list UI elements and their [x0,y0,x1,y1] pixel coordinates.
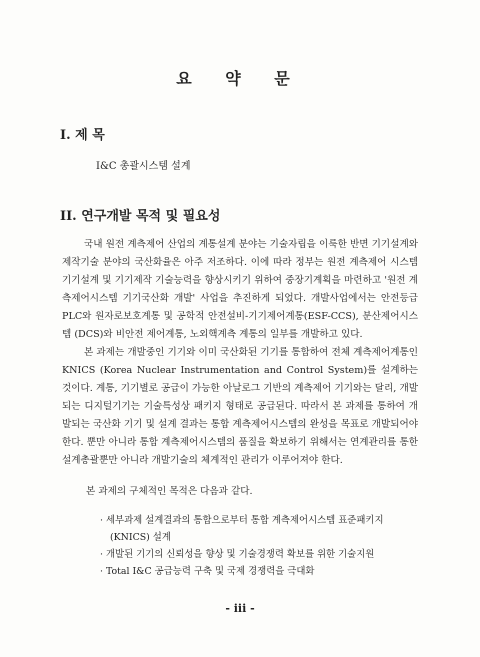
purpose-body [62,236,418,470]
section-heading-title: I. 제 목 [60,128,105,143]
page-title: 요 약 문 [176,69,304,88]
list-item: · 개발된 기기의 신뢰성을 향상 및 기술경쟁력 확보를 위한 기술지원 [100,549,375,560]
list-item: · Total I&C 공급능력 구축 및 국제 경쟁력을 극대화 [100,566,315,577]
list-item: · 세부과제 설계결과의 통합으로부터 통합 계측제어시스템 표준패키지(KNICS) 설계 [100,515,384,543]
purpose-bullet-list [100,512,420,580]
section-heading-purpose: II. 연구개발 목적 및 필요성 [60,209,221,224]
paragraph: 본 과제는 개발중인 기기와 이미 국산화된 기기를 통합하여 전체 계측제어계통인 KNICS (Korea Nuclear Instrumentation and Control System)를 설계하는 것이다. 계통, 기기별로 공급이 가능한 아날로그 기반의 계측제어 기기와는 달리, 개발되는 디지털기기는 기술특성상 패키지 형태로 공급된다. 따라서 본 과제를 통하여 개발되는 국산화 기기 및 설계 결과는 통합 계측제어시스템의 완성을 목표로 개발되어야 한다. 뿐만 아니라 통합 계측제어시스템의 품질을 확보하기 위해서는 연계관리를 통한 설계총괄뿐만 아니라 개발기술의 체계적인 관리가 이루어져야 한다. [62,347,419,466]
paragraph: 국내 원전 계측제어 산업의 계통설계 분야는 기술자립을 이룩한 반면 기기설계와 제작기술 분야의 국산화율은 아주 저조하다. 이에 따라 정부는 원전 계측제어 시스템 기기설계 및 기기제작 기술능력을 향상시키기 위하여 중장기계획을 마련하고 '원전 계측제어시스템 기기국산화 개발' 사업을 추진하게 되었다. 개발사업에서는 안전등급 PLC와 원자로보호계통 및 공학적 안전설비-기기제어계통(ESF-CCS), 분산제어시스템 (DCS)와 비안전 제어계통, 노외핵계측 계통의 일부를 개발하고 있다. [62,239,418,340]
project-title: I&C 총괄시스템 설계 [96,161,191,172]
purpose-intro: 본 과제의 구체적인 목적은 다음과 같다. [86,486,253,497]
page-number: - iii - [225,602,255,615]
